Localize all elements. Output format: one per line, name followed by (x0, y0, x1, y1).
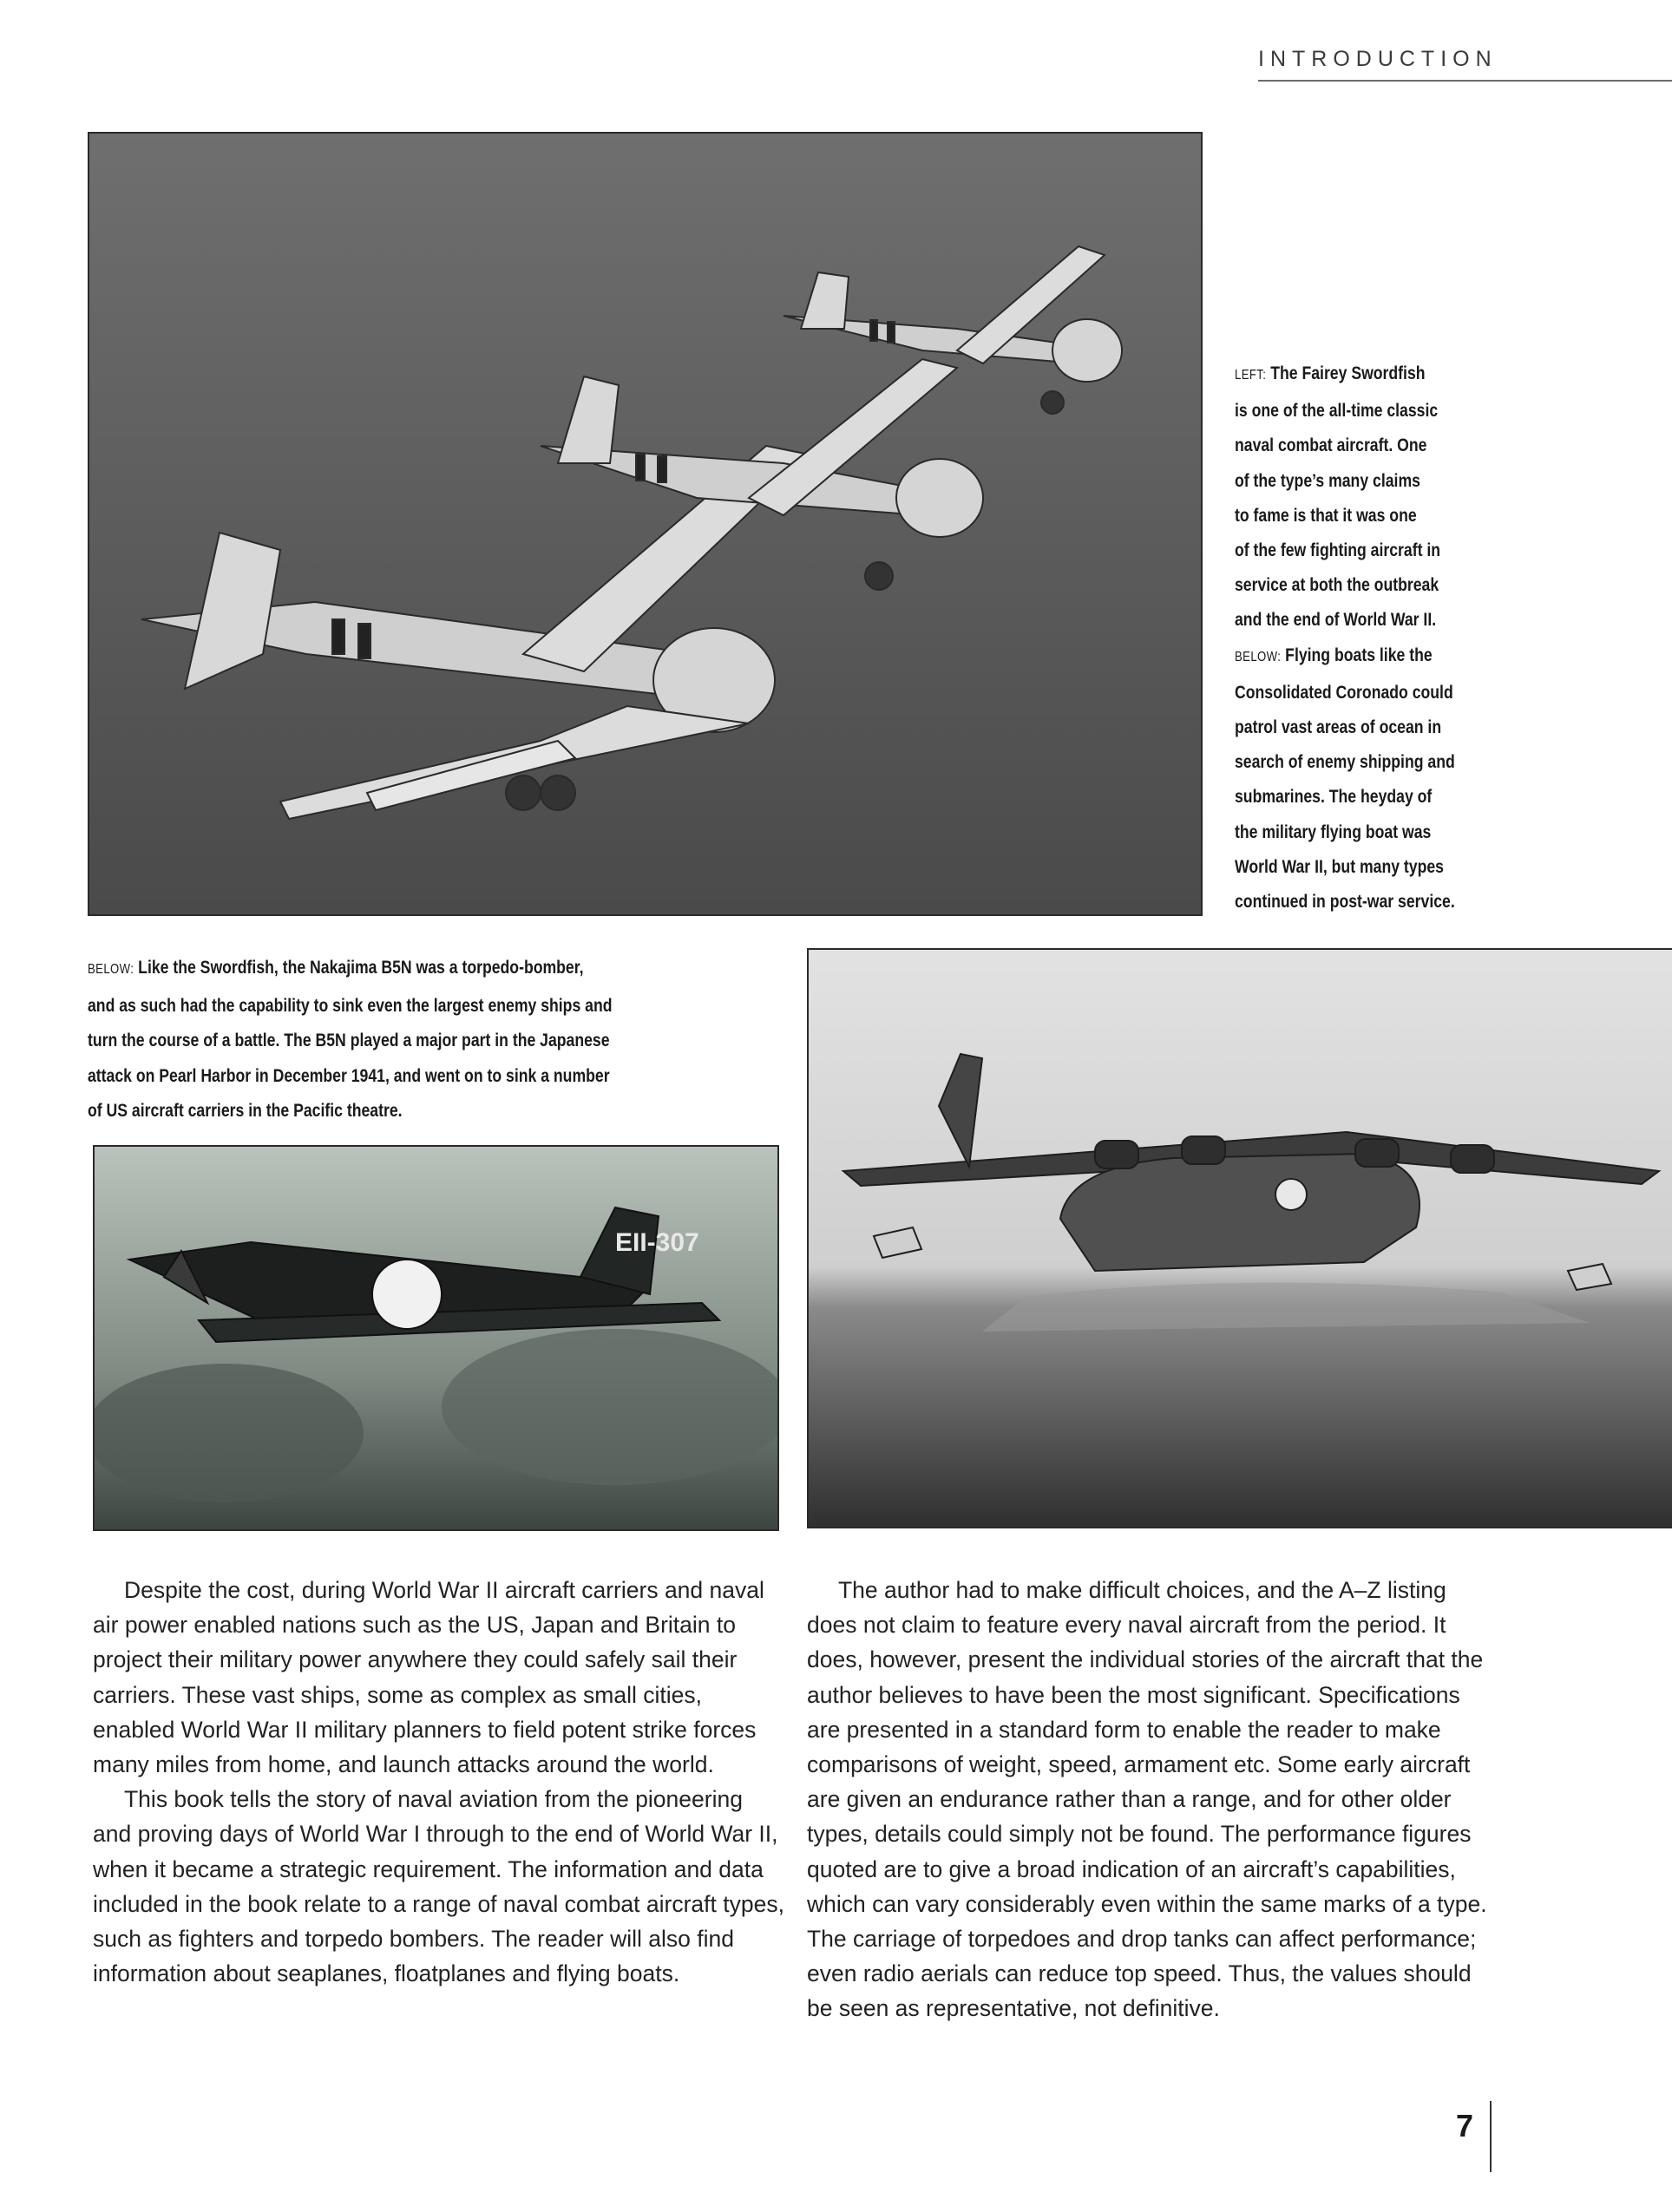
caption-swordfish-line: of the few fighting aircraft in (1235, 540, 1441, 561)
caption-swordfish-line: is one of the all-time classic (1235, 400, 1439, 422)
caption-coronado-line: the military flying boat was (1235, 821, 1432, 842)
b5n-tail-code: EII-307 (615, 1228, 699, 1257)
caption-coronado-line: patrol vast areas of ocean in (1235, 717, 1442, 738)
photo-consolidated-coronado (807, 948, 1672, 1528)
caption-swordfish-line: and the end of World War II. (1235, 609, 1437, 631)
caption-b5n (88, 950, 730, 1129)
body-paragraph: The author had to make difficult choices, and the A–Z listing does not claim to feature every naval aircraft from the period. It does, however, present the individual stories of the aircraft that the author believes to have been the most significant. Specifications are presented in a standard form to enable the reader to make comparisons of weight, speed, armament etc. Some early aircraft are given an endurance rather than a range, and for other older types, details could simply not be found. The performance figures quoted are to give a broad indication of an aircraft’s capabilities, which can vary considerably even within the same marks of a type. The carriage of torpedoes and drop tanks can affect performance; even radio aerials can reduce top speed. Thus, the values should be seen as representative, not definitive. (807, 1577, 1487, 2022)
caption-text: The Fairey Swordfish (1270, 363, 1426, 383)
body-paragraph: Despite the cost, during World War II aircraft carriers and naval air power enabled nations such as the US, Japan and Britain to project their military power anywhere they could safely sail their carriers. These vast ships, some as complex as small cities, enabled World War II military planners to field potent strike forces many miles from home, and launch attacks around the world. (93, 1577, 764, 1778)
swordfish-photo-graphic (89, 134, 1201, 914)
caption-lead-below: BELOW: (1235, 649, 1282, 664)
page-number-rule (1490, 2101, 1492, 2172)
caption-swordfish-line: to fame is that it was one (1235, 504, 1417, 526)
header-rule (1258, 80, 1672, 82)
caption-b5n-line: turn the course of a battle. The B5N played a major part in the Japanese (88, 1030, 610, 1050)
body-column-right (807, 1573, 1492, 2026)
caption-text: Flying boats like the (1285, 644, 1433, 665)
caption-lead-below: BELOW: (88, 962, 134, 977)
caption-coronado-line: Consolidated Coronado could (1235, 681, 1453, 703)
page-number: 7 (1456, 2108, 1474, 2143)
caption-lead-left: LEFT: (1235, 368, 1267, 383)
caption-coronado-line: continued in post-war service. (1235, 891, 1455, 913)
caption-swordfish-coronado (1235, 356, 1521, 919)
caption-swordfish-line: service at both the outbreak (1235, 574, 1439, 596)
caption-swordfish-line (1235, 356, 1470, 393)
b5n-photo-graphic (95, 1147, 777, 1529)
running-header: INTRODUCTION (1258, 47, 1498, 71)
caption-coronado-line: submarines. The heyday of (1235, 786, 1433, 808)
caption-coronado-line (1235, 638, 1470, 675)
caption-b5n-line: attack on Pearl Harbor in December 1941, and went on to sink a number (88, 1064, 610, 1086)
caption-swordfish-line: naval combat aircraft. One (1235, 435, 1427, 456)
body-paragraph: This book tells the story of naval aviation from the pioneering and proving days of World War I through to the end of World War II, when it became a strategic requirement. The information and data included in the book relate to a range of naval combat aircraft types, such as fighters and torpedo bombers. The reader will also find information about seaplanes, floatplanes and flying boats. (93, 1786, 784, 1987)
caption-b5n-line: and as such had the capability to sink even the largest enemy ships and (88, 994, 613, 1016)
caption-b5n-line (88, 950, 614, 988)
photo-fairey-swordfish (88, 132, 1203, 916)
caption-coronado-line: World War II, but many types (1235, 855, 1444, 877)
caption-b5n-line: of US aircraft carriers in the Pacific theatre. (88, 1100, 403, 1121)
body-column-left (93, 1573, 787, 1991)
caption-swordfish-line: of the type’s many claims (1235, 469, 1420, 491)
caption-coronado-line: search of enemy shipping and (1235, 751, 1455, 773)
coronado-photo-graphic (809, 950, 1672, 1527)
caption-text: Like the Swordfish, the Nakajima B5N was a torpedo-bomber, (138, 957, 584, 978)
photo-nakajima-b5n (93, 1145, 779, 1531)
